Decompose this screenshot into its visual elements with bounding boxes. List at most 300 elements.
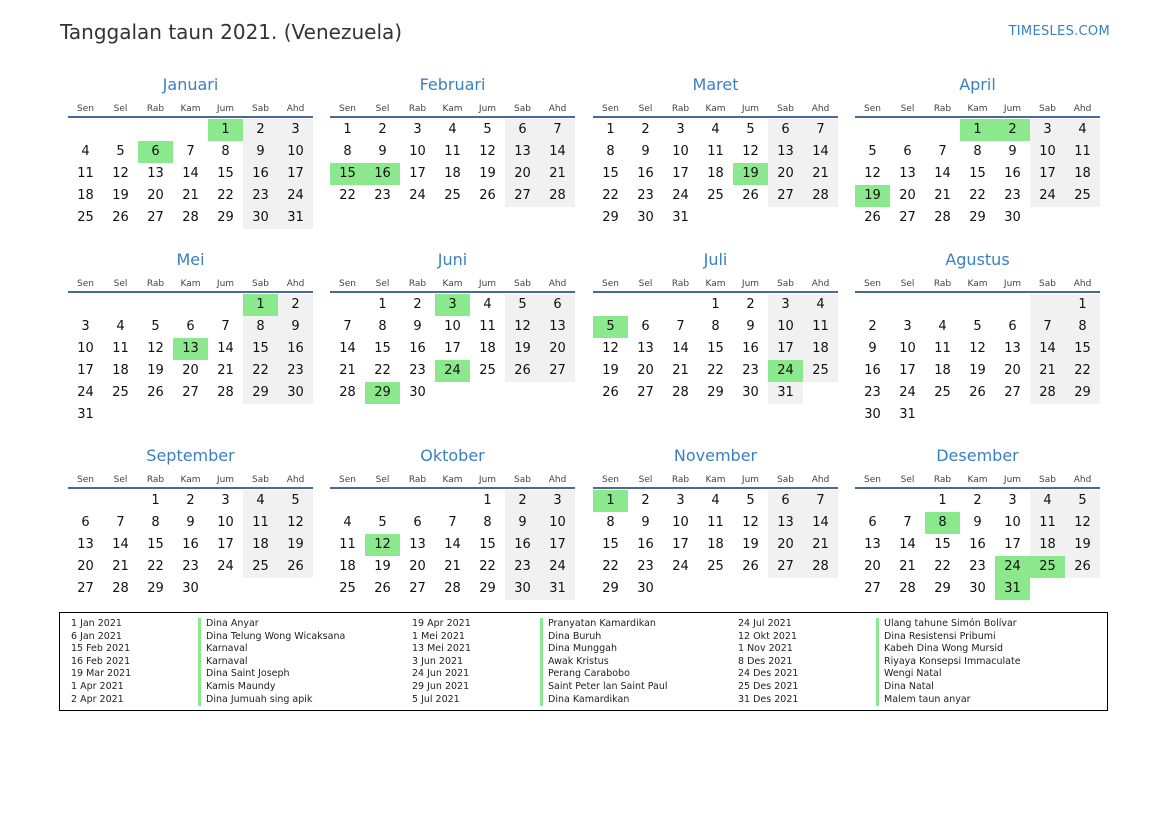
week-row [330,316,575,338]
day-cell: 4 [1030,490,1065,512]
day-cell: 19 [969,363,986,378]
legend-date-column [738,618,798,706]
week-row [68,119,313,141]
day-cell: 8 [343,144,352,159]
day-cell: 18 [1065,163,1100,185]
day-cell: 11 [339,537,356,552]
week-row [855,556,1100,578]
day-cell: 21 [217,363,234,378]
day-cell: 30 [969,581,986,596]
month-divider [330,487,575,489]
holiday-day-cell: 25 [1030,556,1065,578]
week-row [330,382,575,404]
weekday-label: Jum [478,279,497,289]
empty-day-cell [68,490,103,512]
week-row [68,534,313,556]
week-row [593,316,838,338]
day-cell: 14 [112,537,129,552]
legend-holiday-name: Malem taun anyar [876,694,1021,707]
day-cell: 12 [505,316,540,338]
day-cell: 25 [934,385,951,400]
day-cell: 2 [746,297,755,312]
day-cell: 20 [637,363,654,378]
day-cell: 8 [1065,316,1100,338]
legend-date: 29 Jun 2021 [412,680,470,692]
week-row [330,185,575,207]
empty-day-cell [803,382,838,404]
day-cell: 27 [864,581,881,596]
weekday-label: Kam [967,475,988,485]
week-row [593,490,838,512]
week-row [330,556,575,578]
day-cell: 5 [746,122,755,137]
day-cell: 21 [1030,360,1065,382]
day-cell: 11 [112,341,129,356]
weekday-label: Sel [113,475,128,485]
day-cell: 18 [803,338,838,360]
week-row [593,512,838,534]
day-cell: 3 [676,122,685,137]
legend-date: 19 Apr 2021 [412,618,471,629]
day-cell: 25 [77,210,94,225]
weekday-label: Sen [77,475,94,485]
day-cell: 30 [182,581,199,596]
day-cell: 22 [1065,360,1100,382]
day-cell: 27 [899,210,916,225]
legend-date: 5 Jul 2021 [412,693,460,705]
week-row [68,490,313,512]
week-row [330,490,575,512]
day-cell: 26 [742,188,759,203]
month-februari [330,74,575,207]
day-cell: 5 [483,122,492,137]
day-cell: 5 [151,319,160,334]
day-cell: 4 [81,144,90,159]
weekday-header [593,467,838,487]
day-cell: 19 [112,188,129,203]
legend-holiday-name: Ulang tahune Simón Bolívar [876,618,1021,631]
day-cell: 3 [1030,119,1065,141]
day-cell: 3 [221,493,230,508]
legend-date: 1 Apr 2021 [71,680,124,692]
weekday-header [330,271,575,291]
week-row [593,207,838,229]
day-cell: 19 [602,363,619,378]
day-cell: 24 [77,385,94,400]
month-name: Maret [692,75,739,94]
week-row [68,382,313,404]
day-cell: 13 [637,341,654,356]
day-cell: 24 [278,185,313,207]
day-cell: 23 [637,188,654,203]
empty-day-cell [855,294,890,316]
holiday-day-cell: 8 [925,512,960,534]
week-row [855,141,1100,163]
empty-day-cell [330,294,365,316]
day-cell: 16 [278,338,313,360]
month-april [855,74,1100,229]
day-cell: 19 [1065,534,1100,556]
day-cell: 3 [81,319,90,334]
empty-day-cell [1065,404,1100,426]
month-juli [593,249,838,404]
week-row [330,578,575,600]
page-title: Tanggalan taun 2021. (Venezuela) [60,20,403,44]
day-cell: 17 [540,534,575,556]
day-cell: 9 [641,144,650,159]
week-row [330,360,575,382]
day-cell: 14 [339,341,356,356]
day-cell: 9 [505,512,540,534]
weekday-label: Jum [1003,475,1022,485]
day-cell: 25 [112,385,129,400]
day-cell: 29 [602,210,619,225]
day-cell: 15 [934,537,951,552]
weekday-label: Ahd [286,475,305,485]
day-cell: 23 [1004,188,1021,203]
day-cell: 5 [378,515,387,530]
weekday-label: Rab [933,475,952,485]
weekday-label: Jum [1003,279,1022,289]
legend-holiday-name: Dina Saint Joseph [198,668,345,681]
day-cell: 27 [77,581,94,596]
day-cell: 6 [413,515,422,530]
day-cell: 28 [339,385,356,400]
week-row [68,141,313,163]
week-row [855,578,1100,600]
day-cell: 2 [641,493,650,508]
month-name: April [959,75,996,94]
day-cell: 22 [479,559,496,574]
weekday-header [855,96,1100,116]
weekday-label: Sab [514,104,531,114]
day-cell: 20 [768,163,803,185]
day-cell: 21 [934,188,951,203]
week-row [593,338,838,360]
month-september [68,445,313,600]
day-cell: 6 [505,119,540,141]
weekday-label: Jum [216,475,235,485]
day-cell: 3 [768,294,803,316]
day-cell: 16 [864,363,881,378]
holiday-day-cell: 15 [330,163,365,185]
empty-day-cell [103,490,138,512]
empty-day-cell [208,404,243,426]
day-cell: 28 [803,185,838,207]
empty-day-cell [1030,578,1065,600]
legend-holiday-name: Dina Jumuah sing apik [198,694,345,707]
week-row [68,163,313,185]
legend-holiday-name: Dina Buruh [540,631,668,644]
week-row [855,316,1100,338]
day-cell: 17 [1030,163,1065,185]
month-divider [593,487,838,489]
legend-date: 19 Mar 2021 [71,668,132,680]
empty-day-cell [278,578,313,600]
day-cell: 14 [1030,338,1065,360]
day-cell: 26 [147,385,164,400]
weekday-label: Kam [180,104,201,114]
weekday-label: Jum [1003,104,1022,114]
empty-day-cell [173,294,208,316]
empty-day-cell [768,578,803,600]
month-name: Juli [703,250,728,269]
legend-date: 1 Mei 2021 [412,630,465,642]
day-cell: 15 [969,166,986,181]
day-cell: 24 [672,188,689,203]
day-cell: 13 [505,141,540,163]
empty-day-cell [925,404,960,426]
day-cell: 10 [672,515,689,530]
day-cell: 4 [243,490,278,512]
weekday-header [330,467,575,487]
weekday-label: Sab [252,475,269,485]
day-cell: 1 [938,493,947,508]
day-cell: 30 [742,385,759,400]
empty-day-cell [593,294,628,316]
legend-holiday-name: Dina Anyar [198,618,345,631]
day-cell: 17 [672,537,689,552]
empty-day-cell [173,119,208,141]
month-oktober [330,445,575,600]
empty-day-cell [855,119,890,141]
day-cell: 9 [1008,144,1017,159]
day-cell: 23 [182,559,199,574]
legend-date: 24 Des 2021 [738,668,799,680]
day-cell: 10 [444,319,461,334]
day-cell: 23 [864,385,881,400]
month-name: Agustus [945,250,1010,269]
weekday-header [330,96,575,116]
day-cell: 2 [868,319,877,334]
day-cell: 9 [378,144,387,159]
empty-day-cell [1065,578,1100,600]
day-cell: 12 [1065,512,1100,534]
weekday-label: Kam [180,475,201,485]
holiday-day-cell: 2 [995,119,1030,141]
day-cell: 1 [606,122,615,137]
day-cell: 14 [182,166,199,181]
day-cell: 26 [864,210,881,225]
holiday-day-cell: 19 [733,163,768,185]
day-cell: 10 [409,144,426,159]
day-cell: 20 [899,188,916,203]
day-cell: 18 [339,559,356,574]
weekday-label: Sab [252,104,269,114]
legend-date: 31 Des 2021 [738,693,799,705]
day-cell: 18 [707,537,724,552]
day-cell: 6 [81,515,90,530]
day-cell: 9 [868,341,877,356]
day-cell: 24 [1030,185,1065,207]
month-name: Desember [936,446,1019,465]
day-cell: 16 [969,537,986,552]
day-cell: 14 [217,341,234,356]
weekday-label: Sel [375,475,390,485]
day-cell: 28 [444,581,461,596]
day-cell: 16 [637,166,654,181]
legend-date: 1 Nov 2021 [738,643,793,655]
holiday-day-cell: 13 [173,338,208,360]
day-cell: 12 [147,341,164,356]
weekday-label: Kam [442,104,463,114]
day-cell: 30 [409,385,426,400]
day-cell: 23 [374,188,391,203]
legend-holiday-name: Karnaval [198,643,345,656]
legend-holiday-name: Saint Peter lan Saint Paul [540,681,668,694]
day-cell: 23 [243,185,278,207]
legend-date: 13 Mei 2021 [412,643,471,655]
weekday-label: Jum [478,104,497,114]
week-row [68,578,313,600]
legend-date: 8 Des 2021 [738,655,793,667]
day-cell: 26 [742,559,759,574]
weekday-header [593,271,838,291]
holiday-day-cell: 6 [138,141,173,163]
day-cell: 14 [934,166,951,181]
day-cell: 3 [676,493,685,508]
day-cell: 27 [637,385,654,400]
day-cell: 6 [903,144,912,159]
day-cell: 12 [864,166,881,181]
weekday-label: Sen [339,104,356,114]
week-row [68,316,313,338]
week-row [855,185,1100,207]
day-cell: 14 [803,512,838,534]
week-row [593,141,838,163]
day-cell: 20 [147,188,164,203]
week-row [68,338,313,360]
week-row [855,490,1100,512]
weekday-label: Sab [1039,279,1056,289]
day-cell: 31 [278,207,313,229]
day-cell: 22 [602,188,619,203]
empty-day-cell [855,490,890,512]
week-row [855,382,1100,404]
weekday-label: Jum [216,279,235,289]
day-cell: 3 [540,490,575,512]
day-cell: 15 [217,166,234,181]
day-cell: 12 [112,166,129,181]
day-cell: 27 [182,385,199,400]
day-cell: 5 [116,144,125,159]
day-cell: 11 [803,316,838,338]
week-row [330,534,575,556]
day-cell: 26 [1065,556,1100,578]
weekday-label: Rab [408,279,427,289]
day-cell: 11 [707,515,724,530]
week-row [855,512,1100,534]
month-januari [68,74,313,229]
empty-day-cell [995,404,1030,426]
day-cell: 24 [899,385,916,400]
day-cell: 14 [444,537,461,552]
day-cell: 8 [243,316,278,338]
day-cell: 30 [637,210,654,225]
legend-holiday-name: Wengi Natal [876,668,1021,681]
day-cell: 4 [711,122,720,137]
day-cell: 18 [243,534,278,556]
site-brand-link[interactable]: TIMESLES.COM [1008,24,1110,39]
day-cell: 11 [1030,512,1065,534]
day-cell: 31 [768,382,803,404]
day-cell: 1 [711,297,720,312]
day-cell: 27 [1004,385,1021,400]
day-cell: 7 [343,319,352,334]
weekday-label: Sen [77,104,94,114]
day-cell: 24 [217,559,234,574]
weekday-label: Rab [146,279,165,289]
day-cell: 22 [969,188,986,203]
month-divider [593,291,838,293]
day-cell: 15 [602,537,619,552]
day-cell: 15 [147,537,164,552]
day-cell: 16 [505,534,540,556]
legend-date: 24 Jun 2021 [412,668,470,680]
day-cell: 14 [899,537,916,552]
day-cell: 29 [707,385,724,400]
week-row [330,338,575,360]
day-cell: 5 [868,144,877,159]
day-cell: 13 [540,316,575,338]
day-cell: 3 [413,122,422,137]
day-cell: 16 [742,341,759,356]
day-cell: 23 [969,559,986,574]
day-cell: 2 [243,119,278,141]
month-name: Juni [437,250,468,269]
legend-date: 12 Okt 2021 [738,630,798,642]
weekday-label: Jum [216,104,235,114]
weekday-label: Kam [967,279,988,289]
day-cell: 8 [606,515,615,530]
day-cell: 13 [768,512,803,534]
day-cell: 18 [444,166,461,181]
day-cell: 25 [339,581,356,596]
weekday-label: Sen [602,104,619,114]
day-cell: 10 [540,512,575,534]
legend-date: 15 Feb 2021 [71,643,131,655]
day-cell: 29 [969,210,986,225]
empty-day-cell [803,578,838,600]
day-cell: 9 [278,316,313,338]
week-row [68,404,313,426]
day-cell: 4 [803,294,838,316]
holiday-day-cell: 24 [995,556,1030,578]
day-cell: 9 [186,515,195,530]
empty-day-cell [103,119,138,141]
month-name: Februari [419,75,486,94]
day-cell: 12 [969,341,986,356]
empty-day-cell [733,578,768,600]
empty-day-cell [663,294,698,316]
weekday-header [593,96,838,116]
empty-day-cell [1030,294,1065,316]
day-cell: 19 [374,559,391,574]
legend-date: 2 Apr 2021 [71,693,124,705]
day-cell: 3 [278,119,313,141]
day-cell: 20 [182,363,199,378]
day-cell: 28 [217,385,234,400]
day-cell: 14 [540,141,575,163]
empty-day-cell [960,404,995,426]
weekday-label: Sen [339,279,356,289]
legend-date-column [412,618,471,706]
day-cell: 25 [803,360,838,382]
day-cell: 28 [803,556,838,578]
month-desember [855,445,1100,600]
week-row [855,294,1100,316]
weekday-label: Sab [252,279,269,289]
